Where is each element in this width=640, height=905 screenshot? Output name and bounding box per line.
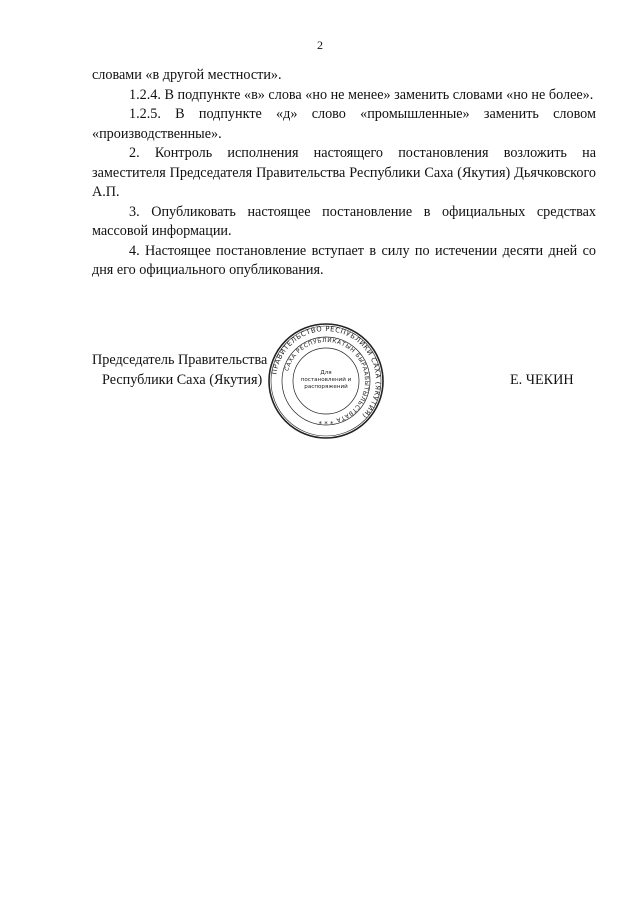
paragraph-continuation: словами «в другой местности».: [92, 67, 282, 83]
official-seal: [267, 322, 385, 440]
document-body: [92, 66, 596, 281]
signatory-title-line1: Председатель Правительства: [92, 352, 268, 368]
paragraph-2: 2. Контроль исполнения настоящего постановления возложить на заместителя Председателя Правительства Республики Саха (Якутия) Дьячковского А.П.: [92, 145, 596, 200]
seal-center-line3: распоряжений: [304, 384, 348, 390]
signatory-title-line2: Республики Саха (Якутия): [102, 372, 263, 388]
seal-center-line1: Для: [320, 370, 332, 376]
paragraph-3: 3. Опубликовать настоящее постановление в официальных средствах массовой информации.: [92, 203, 596, 239]
page-number: 2: [317, 38, 323, 52]
paragraph-1-2-5: 1.2.5. В подпункте «д» слово «промышленные» заменить словом «производственные».: [92, 106, 596, 142]
seal-inner-text: САХА РЕСПУБЛИКАТЫН БЫРААБЫТЫЛЬСТВАТА: [284, 337, 370, 423]
seal-outer-text: ПРАВИТЕЛЬСТВО РЕСПУБЛИКИ САХА (ЯКУТИЯ): [270, 324, 383, 420]
paragraph-1-2-4: 1.2.4. В подпункте «в» слова «но не менее» заменить словами «но не более».: [129, 86, 594, 103]
seal-stars: * * *: [318, 420, 334, 428]
seal-center-line2: постановлений и: [300, 377, 352, 383]
paragraph-4: 4. Настоящее постановление вступает в силу по истечении десяти дней со дня его официального опубликования.: [92, 242, 596, 278]
signatory-name: Е. ЧЕКИН: [510, 372, 574, 388]
